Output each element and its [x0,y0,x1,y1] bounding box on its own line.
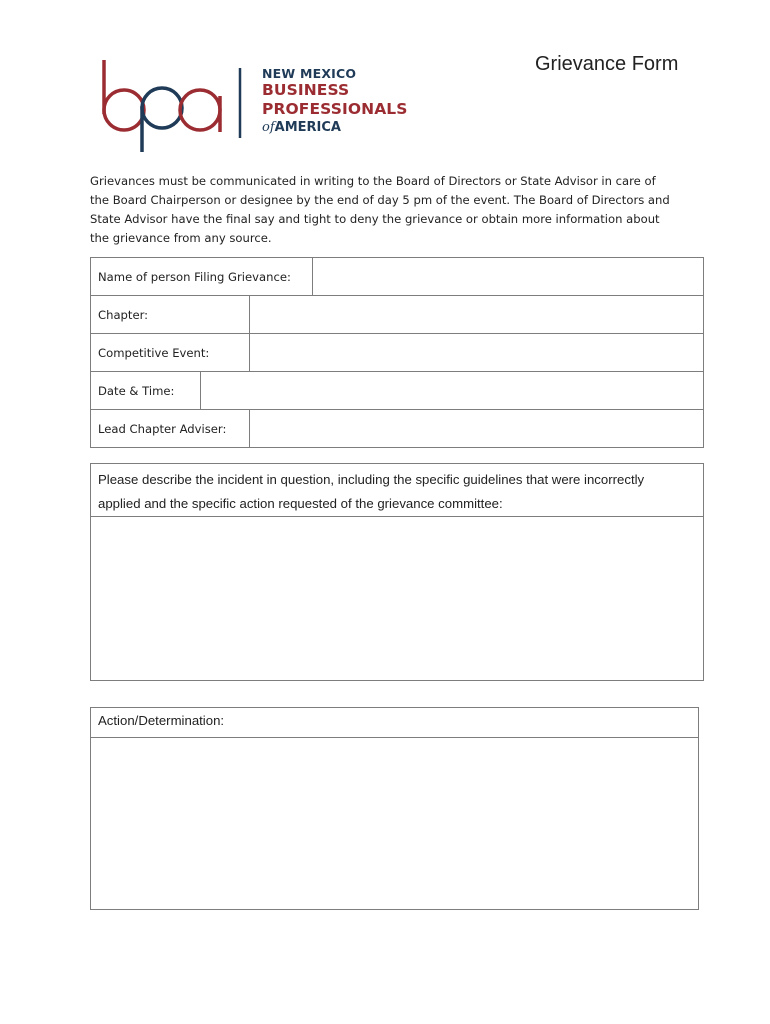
intro-paragraph: Grievances must be communicated in writing to the Board of Directors or State Advisor in care of the Board Chairperson or designee by the end of day 5 pm of the event. The Board of Directors and State Advisor have the final say and tight to deny the grievance or obtain more information about the grievance from any source. [90,174,670,245]
field-lead-chapter-adviser[interactable] [249,410,703,447]
row-competitive-event [91,334,703,372]
org-of: of [262,120,275,135]
action-determination-box [90,707,699,910]
org-america: AMERICA [274,120,341,135]
label-lead-chapter-adviser: Lead Chapter Adviser: [98,421,227,436]
row-name-of-person [91,258,703,296]
org-line-professionals: PROFESSIONALS [262,100,408,118]
action-prompt-header [91,708,698,738]
field-date-time[interactable] [200,372,703,409]
org-line-new-mexico: NEW MEXICO [262,66,357,81]
row-date-time [91,372,703,410]
bpa-logo-mark [96,56,266,156]
field-name-of-person[interactable] [312,258,703,295]
label-date-time: Date & Time: [98,383,175,398]
action-prompt: Action/Determination: [98,713,225,728]
incident-prompt: Please describe the incident in question, including the specific guidelines that were incorrectly applied and the specific action requested of the grievance committee: [98,472,645,511]
org-line-of-america [262,119,408,136]
field-chapter[interactable] [249,296,703,333]
label-competitive-event: Competitive Event: [98,345,210,360]
org-line-business: BUSINESS [262,81,350,99]
row-chapter [91,296,703,334]
incident-prompt-header [91,464,703,517]
organization-name [262,66,408,136]
action-determination-field[interactable] [91,738,698,909]
label-chapter: Chapter: [98,307,149,322]
incident-description-box [90,463,704,681]
row-lead-chapter-adviser [91,410,703,447]
label-name-of-person: Name of person Filing Grievance: [98,269,291,284]
incident-description-field[interactable] [91,517,703,680]
grievance-info-table [90,257,704,448]
field-competitive-event[interactable] [249,334,703,371]
document-title: Grievance Form [535,53,679,75]
